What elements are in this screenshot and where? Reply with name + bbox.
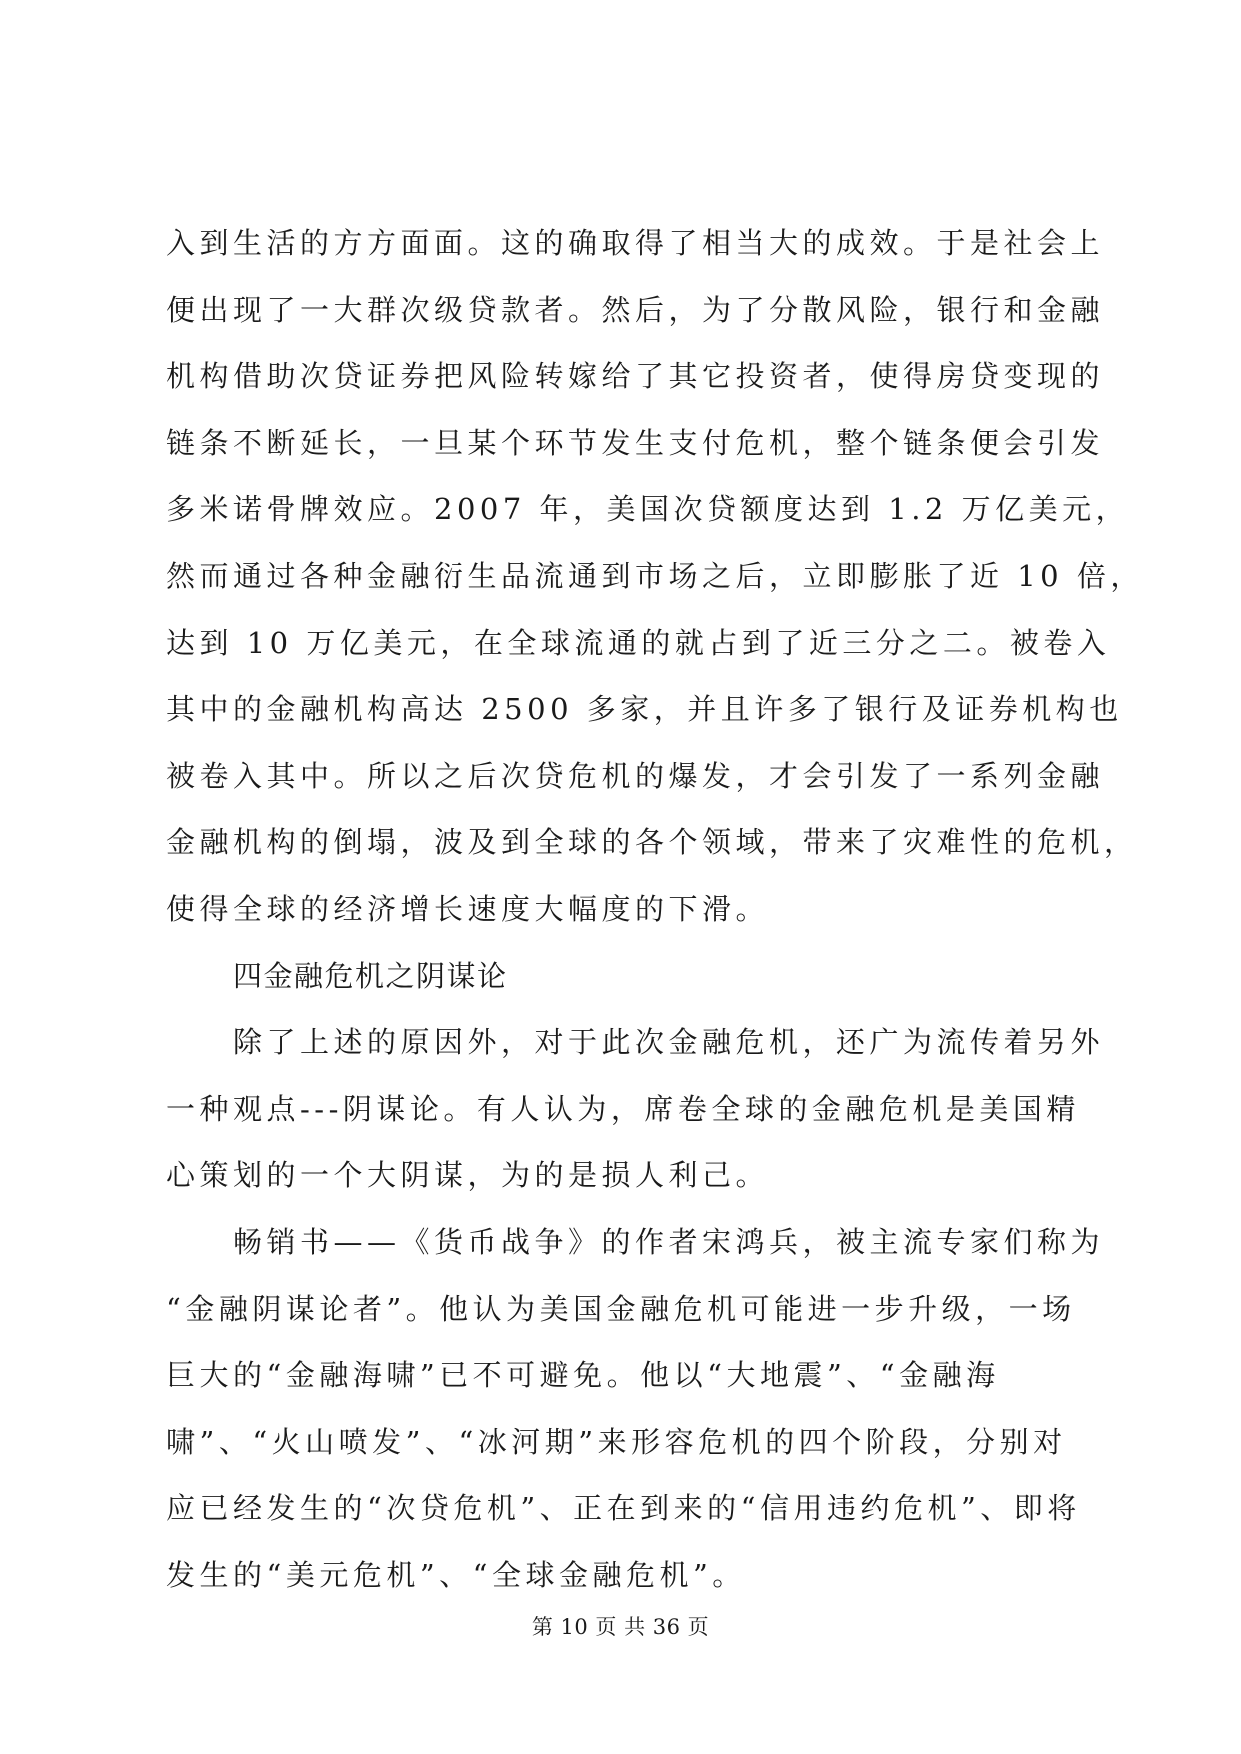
- text-line: 金融机构的倒塌，波及到全球的各个领域，带来了灾难性的危机，: [166, 825, 1138, 860]
- text-line: 链条不断延长，一旦某个环节发生支付危机，整个链条便会引发: [166, 425, 1105, 460]
- text-line: “金融阴谋论者”。他认为美国金融危机可能进一步升级，一场: [166, 1291, 1076, 1326]
- text-line: 达到 10 万亿美元，在全球流通的就占到了近三分之二。被卷入: [166, 625, 1111, 660]
- text-line: 使得全球的经济增长速度大幅度的下滑。: [166, 891, 770, 926]
- section-heading: 四金融危机之阴谋论: [233, 958, 508, 993]
- text-line: 便出现了一大群次级贷款者。然后，为了分散风险，银行和金融: [166, 292, 1105, 327]
- text-line: 一种观点---阴谋论。有人认为，席卷全球的金融危机是美国精: [166, 1091, 1080, 1126]
- text-line: 巨大的“金融海啸”已不可避免。他以“大地震”、“金融海: [166, 1358, 1000, 1393]
- document-body: [166, 226, 1144, 1626]
- text-line: 啸”、“火山喷发”、“冰河期”来形容危机的四个阶段，分别对: [166, 1424, 1067, 1459]
- text-line: 其中的金融机构高达 2500 多家，并且许多了银行及证券机构也: [166, 692, 1123, 727]
- text-line: 然而通过各种金融衍生品流通到市场之后，立即膨胀了近 10 倍，: [166, 558, 1144, 593]
- text-line: 除了上述的原因外，对于此次金融危机，还广为流传着另外: [233, 1025, 1105, 1060]
- text-line: 发生的“美元危机”、“全球金融危机”。: [166, 1557, 746, 1592]
- text-line: 心策划的一个大阴谋，为的是损人利己。: [166, 1158, 770, 1193]
- text-line: 多米诺骨牌效应。2007 年，美国次贷额度达到 1.2 万亿美元，: [166, 492, 1130, 527]
- text-line: 被卷入其中。所以之后次贷危机的爆发，才会引发了一系列金融: [166, 758, 1105, 793]
- page-footer: 第 10 页 共 36 页: [531, 1615, 710, 1639]
- text-line: 畅销书——《货币战争》的作者宋鸿兵，被主流专家们称为: [233, 1224, 1105, 1259]
- text-line: 应已经发生的“次贷危机”、正在到来的“信用违约危机”、即将: [166, 1491, 1081, 1526]
- text-line: 机构借助次贷证券把风险转嫁给了其它投资者，使得房贷变现的: [166, 359, 1105, 394]
- text-line: 入到生活的方方面面。这的确取得了相当大的成效。于是社会上: [166, 226, 1105, 260]
